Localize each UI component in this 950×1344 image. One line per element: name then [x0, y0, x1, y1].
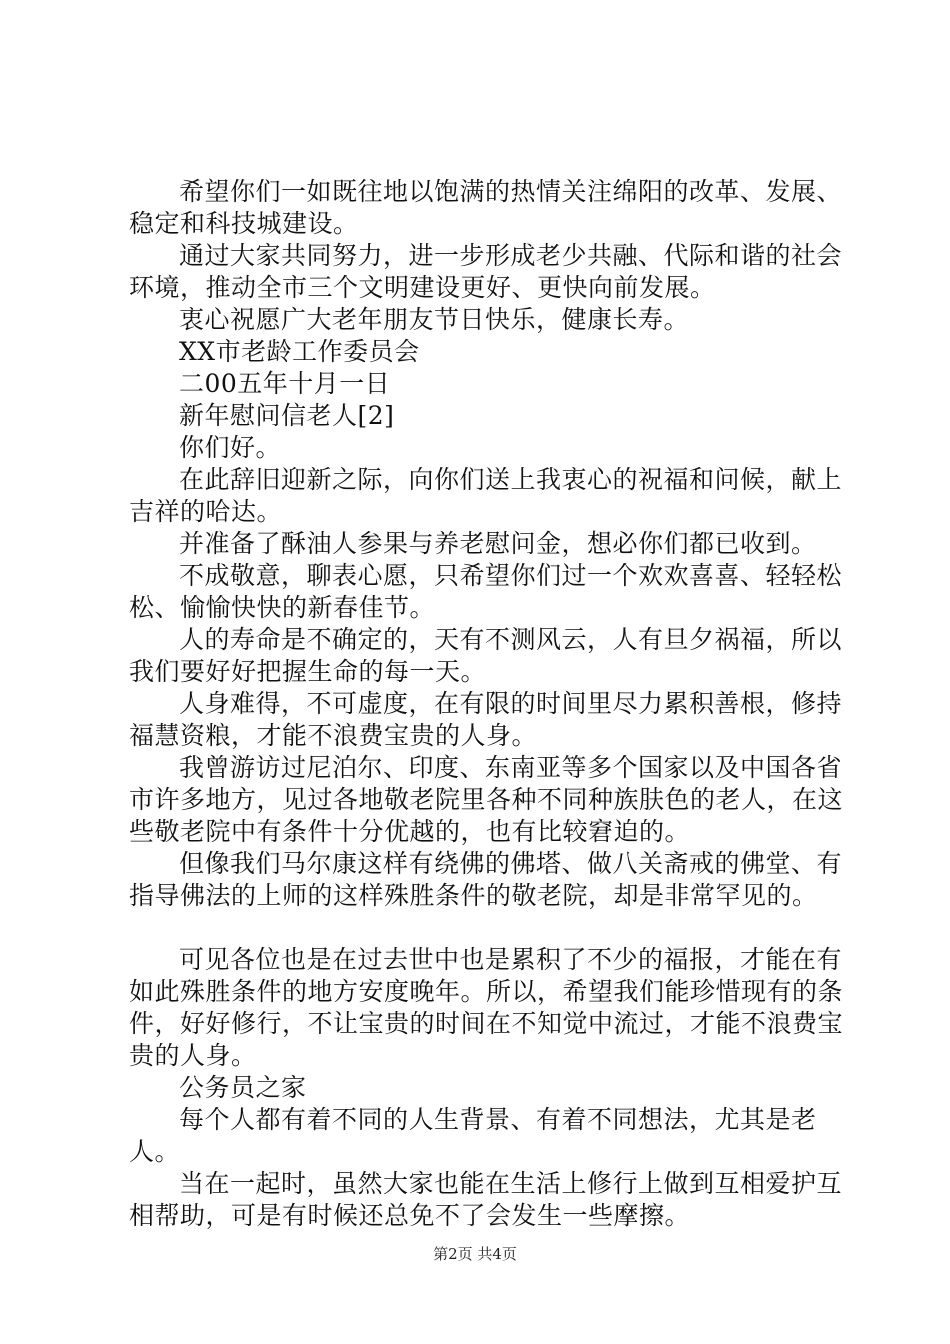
paragraph: 但像我们马尔康这样有绕佛的佛塔、做八关斋戒的佛堂、有指导佛法的上师的这样殊胜条件的敬老院，却是非常罕见的。 [129, 849, 843, 910]
greeting: 你们好。 [179, 433, 282, 462]
paragraph: 我曾游访过尼泊尔、印度、东南亚等多个国家以及中国各省市许多地方，见过各地敬老院里各种不同种族肤色的老人，在这些敬老院中有条件十分优越的，也有比较窘迫的。 [129, 753, 844, 846]
page-number: 第2页 共4页 [433, 1245, 517, 1263]
paragraph: 并准备了酥油人参果与养老慰问金，想必你们都已收到。 [179, 529, 817, 558]
paragraph: 每个人都有着不同的人生背景、有着不同想法，尤其是老人。 [129, 1105, 817, 1166]
signature-organization: XX市老龄工作委员会 [179, 337, 420, 366]
paragraph: 可见各位也是在过去世中也是累积了不少的福报，才能在有如此殊胜条件的地方安度晚年。所以，希望我们能珍惜现有的条件，好好修行，不让宝贵的时间在不知觉中流过，才能不浪费宝贵的人身。 [129, 945, 844, 1070]
document-body [129, 176, 851, 1232]
paragraph: 通过大家共同努力，进一步形成老少共融、代际和谐的社会环境，推动全市三个文明建设更好、更快向前发展。 [129, 241, 843, 302]
paragraph: 在此辞旧迎新之际，向你们送上我衷心的祝福和问候，献上吉祥的哈达。 [129, 465, 843, 526]
signature-date: 二00五年十月一日 [179, 369, 391, 398]
paragraph: 人的寿命是不确定的，天有不测风云，人有旦夕祸福，所以我们要好好把握生命的每一天。 [129, 625, 843, 686]
paragraph: 不成敬意，聊表心愿，只希望你们过一个欢欢喜喜、轻轻松松、愉愉快快的新春佳节。 [129, 561, 843, 622]
paragraph: 希望你们一如既往地以饱满的热情关注绵阳的改革、发展、稳定和科技城建设。 [129, 177, 843, 238]
paragraph: 衷心祝愿广大老年朋友节日快乐，健康长寿。 [179, 305, 690, 334]
paragraph: 当在一起时，虽然大家也能在生活上修行上做到互相爱护互相帮助，可是有时候还总免不了会发生一些摩擦。 [129, 1169, 843, 1230]
blank-line [129, 912, 851, 944]
section-title: 新年慰问信老人[2] [179, 401, 395, 430]
paragraph: 公务员之家 [179, 1073, 307, 1102]
page-footer [0, 1244, 950, 1264]
paragraph: 人身难得，不可虚度，在有限的时间里尽力累积善根，修持福慧资粮，才能不浪费宝贵的人身。 [129, 689, 843, 750]
